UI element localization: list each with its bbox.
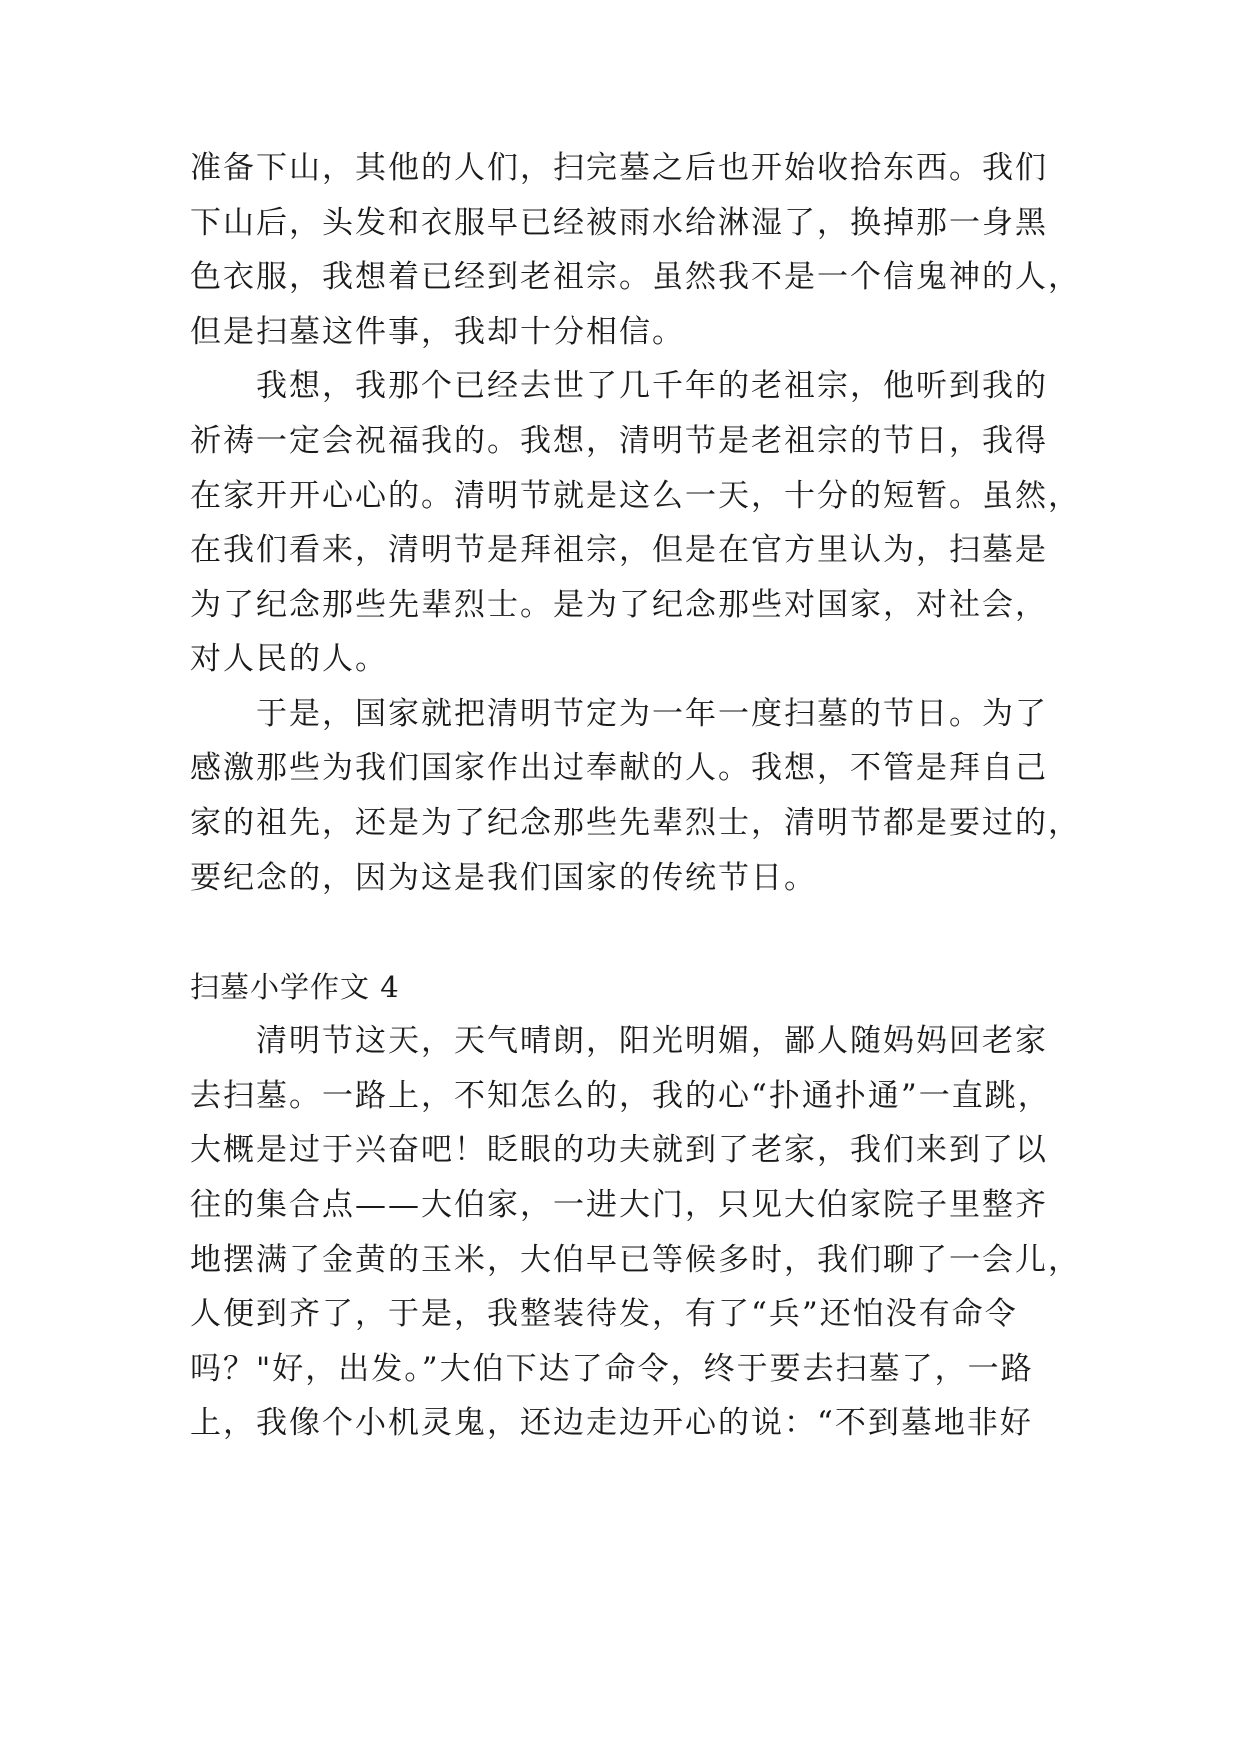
paragraph-line: 我想，我那个已经去世了几千年的老祖宗，他听到我的 [256, 368, 1048, 404]
paragraph-line: 大概是过于兴奋吧！眨眼的功夫就到了老家，我们来到了以 [190, 1132, 1048, 1168]
paragraph-line: 清明节这天，天气晴朗，阳光明媚，鄙人随妈妈回老家 [256, 1023, 1048, 1059]
paragraph-line: 但是扫墓这件事，我却十分相信。 [190, 314, 685, 350]
paragraph-line: 吗？"好，出发。”大伯下达了命令，终于要去扫墓了，一路 [190, 1351, 1034, 1387]
paragraph-line: 下山后，头发和衣服早已经被雨水给淋湿了，换掉那一身黑 [190, 205, 1048, 241]
paragraph-line: 要纪念的，因为这是我们国家的传统节日。 [190, 860, 817, 896]
paragraph-line: 祈祷一定会祝福我的。我想，清明节是老祖宗的节日，我得 [190, 423, 1048, 459]
paragraph-line: 上，我像个小机灵鬼，还边走边开心的说：“不到墓地非好 [190, 1405, 1033, 1441]
paragraph-line: 准备下山，其他的人们，扫完墓之后也开始收拾东西。我们 [190, 150, 1048, 186]
paragraph-line: 地摆满了金黄的玉米，大伯早已等候多时，我们聊了一会儿， [190, 1242, 1081, 1278]
paragraph-line: 在我们看来，清明节是拜祖宗，但是在官方里认为，扫墓是 [190, 532, 1048, 568]
section-heading: 扫墓小学作文 4 [190, 970, 400, 1004]
paragraph-line: 于是，国家就把清明节定为一年一度扫墓的节日。为了 [256, 696, 1048, 732]
paragraph-line: 对人民的人。 [190, 641, 388, 677]
paragraph-line: 感激那些为我们国家作出过奉献的人。我想，不管是拜自己 [190, 750, 1048, 786]
paragraph-line: 色衣服，我想着已经到老祖宗。虽然我不是一个信鬼神的人， [190, 259, 1081, 295]
paragraph-line: 人便到齐了，于是，我整装待发，有了“兵”还怕没有命令 [190, 1296, 1018, 1332]
paragraph-line: 家的祖先，还是为了纪念那些先辈烈士，清明节都是要过的， [190, 805, 1081, 841]
paragraph-line: 去扫墓。一路上，不知怎么的，我的心“扑通扑通”一直跳， [190, 1078, 1051, 1114]
paragraph-line: 为了纪念那些先辈烈士。是为了纪念那些对国家，对社会， [190, 587, 1048, 623]
paragraph-line: 往的集合点——大伯家，一进大门，只见大伯家院子里整齐 [190, 1187, 1048, 1223]
paragraph-line: 在家开开心心的。清明节就是这么一天，十分的短暂。虽然， [190, 478, 1081, 514]
